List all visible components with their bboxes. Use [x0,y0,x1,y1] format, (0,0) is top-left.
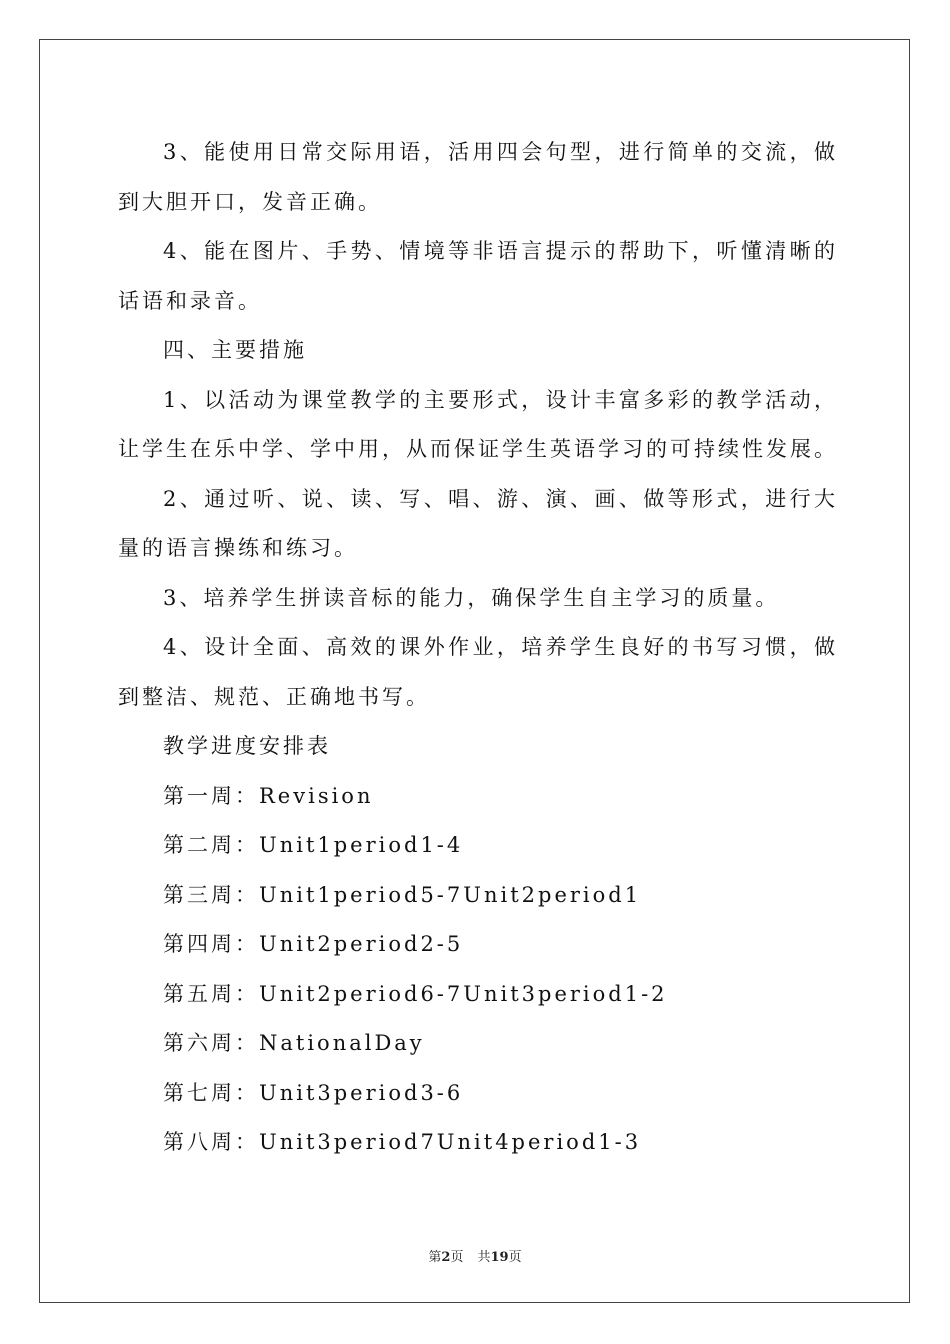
total-pages: 19 [490,1250,509,1265]
schedule-item: 第三周：Unit1period5-7Unit2period1 [163,882,642,907]
schedule-item: 第一周：Revision [163,783,374,808]
total-prefix: 共 [477,1250,491,1265]
schedule-title: 教学进度安排表 [163,734,331,758]
page-suffix: 页 [450,1250,464,1265]
schedule-item: 第五周：Unit2period6-7Unit3period1-2 [163,981,668,1006]
paragraph: 1、以活动为课堂教学的主要形式，设计丰富多彩的教学活动，让学生在乐中学、学中用，从而保证学生英语学习的可持续性发展。 [118,387,838,461]
paragraph: 3、能使用日常交际用语，活用四会句型，进行简单的交流，做到大胆开口，发音正确。 [118,140,838,214]
schedule-item: 第六周：NationalDay [163,1031,425,1055]
page-footer [0,1246,950,1265]
page-number: 2 [441,1250,451,1265]
schedule-item: 第四周：Unit2period2-5 [163,932,464,956]
page-prefix: 第 [428,1250,442,1265]
section-heading: 四、主要措施 [163,338,307,362]
document-body [118,128,838,1168]
paragraph: 4、设计全面、高效的课外作业，培养学生良好的书写习惯，做到整洁、规范、正确地书写。 [118,635,838,709]
schedule-item: 第七周：Unit3period3-6 [163,1080,464,1105]
schedule-item: 第八周：Unit3period7Unit4period1-3 [163,1130,642,1154]
total-suffix: 页 [508,1250,522,1265]
paragraph: 3、培养学生拼读音标的能力，确保学生自主学习的质量。 [163,585,780,610]
schedule-item: 第二周：Unit1period1-4 [163,833,464,857]
paragraph: 2、通过听、说、读、写、唱、游、演、画、做等形式，进行大量的语言操练和练习。 [118,486,838,560]
paragraph: 4、能在图片、手势、情境等非语言提示的帮助下，听懂清晰的话语和录音。 [118,239,838,313]
